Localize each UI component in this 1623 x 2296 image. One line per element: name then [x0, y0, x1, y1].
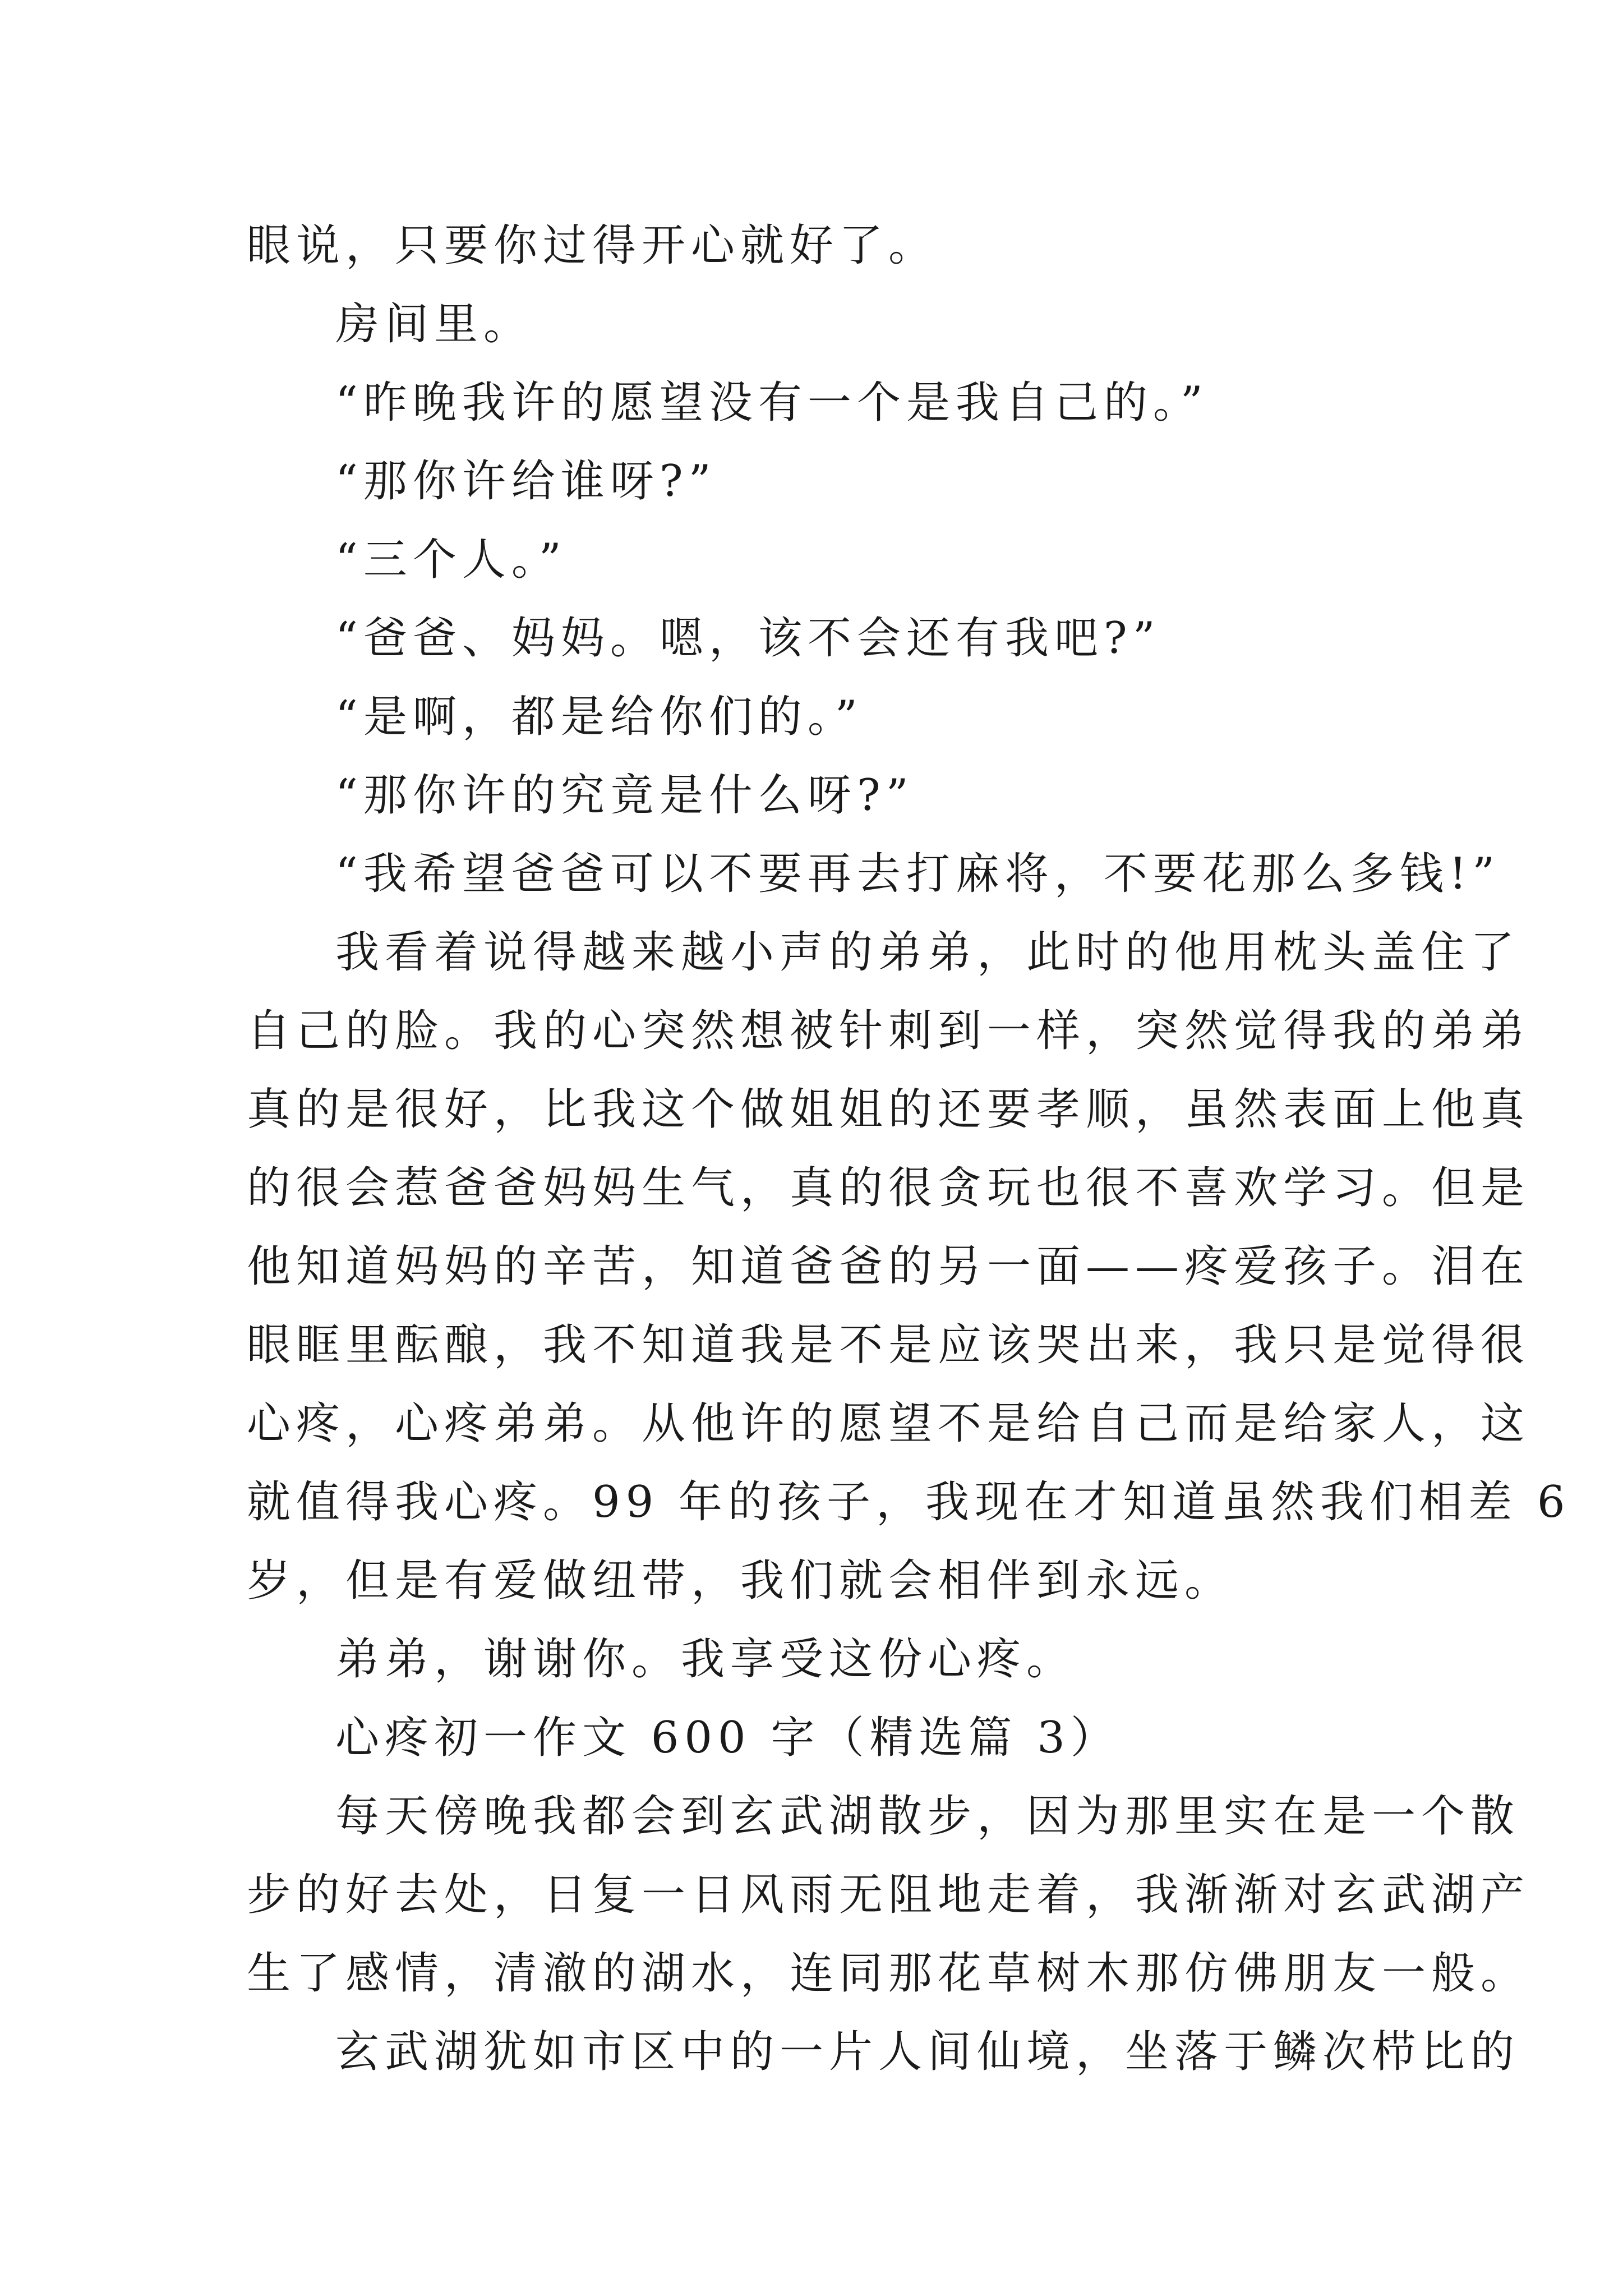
paragraph-line: 他知道妈妈的辛苦，知道爸爸的另一面——疼爱孩子。泪在 — [247, 1241, 1530, 1292]
dialogue-line: “昨晚我许的愿望没有一个是我自己的。” — [335, 378, 1209, 428]
paragraph-line: 岁，但是有爱做纽带，我们就会相伴到永远。 — [247, 1556, 1234, 1606]
paragraph-line: 步的好去处，日复一日风雨无阻地走着，我渐渐对玄武湖产 — [247, 1870, 1530, 1920]
dialogue-line: “是啊，都是给你们的。” — [335, 692, 863, 742]
paragraph-line: 真的是很好，比我这个做姐姐的还要孝顺，虽然表面上他真 — [247, 1084, 1530, 1135]
paragraph-line: 就值得我心疼。99 年的孩子，我现在才知道虽然我们相差 6 — [247, 1477, 1571, 1527]
paragraph-line: 眼说，只要你过得开心就好了。 — [247, 220, 938, 271]
paragraph-line: 房间里。 — [335, 299, 533, 349]
dialogue-line: “那你许给谁呀?” — [335, 456, 717, 507]
dialogue-line: “爸爸、妈妈。嗯，该不会还有我吧?” — [335, 613, 1161, 664]
paragraph-line: 眼眶里酝酿，我不知道我是不是应该哭出来，我只是觉得很 — [247, 1320, 1530, 1370]
paragraph-line: 玄武湖犹如市区中的一片人间仙境，坐落于鳞次栉比的 — [335, 2027, 1520, 2077]
paragraph-line: 生了感情，清澈的湖水，连同那花草树木那仿佛朋友一般。 — [247, 1948, 1530, 1999]
paragraph-line: 的很会惹爸爸妈妈生气，真的很贪玩也很不喜欢学习。但是 — [247, 1163, 1530, 1213]
dialogue-line: “三个人。” — [335, 535, 567, 585]
paragraph-line: 每天傍晚我都会到玄武湖散步，因为那里实在是一个散 — [335, 1791, 1520, 1842]
dialogue-line: “我希望爸爸可以不要再去打麻将，不要花那么多钱!” — [335, 849, 1501, 899]
paragraph-line: 心疼，心疼弟弟。从他许的愿望不是给自己而是给家人，这 — [247, 1398, 1530, 1449]
paragraph-line: 弟弟，谢谢你。我享受这份心疼。 — [335, 1634, 1076, 1685]
dialogue-line: “那你许的究竟是什么呀?” — [335, 770, 914, 821]
paragraph-line: 我看着说得越来越小声的弟弟，此时的他用枕头盖住了 — [335, 927, 1520, 978]
paragraph-line: 自己的脸。我的心突然想被针刺到一样，突然觉得我的弟弟 — [247, 1006, 1530, 1056]
section-heading: 心疼初一作文 600 字（精选篇 3） — [335, 1713, 1120, 1763]
